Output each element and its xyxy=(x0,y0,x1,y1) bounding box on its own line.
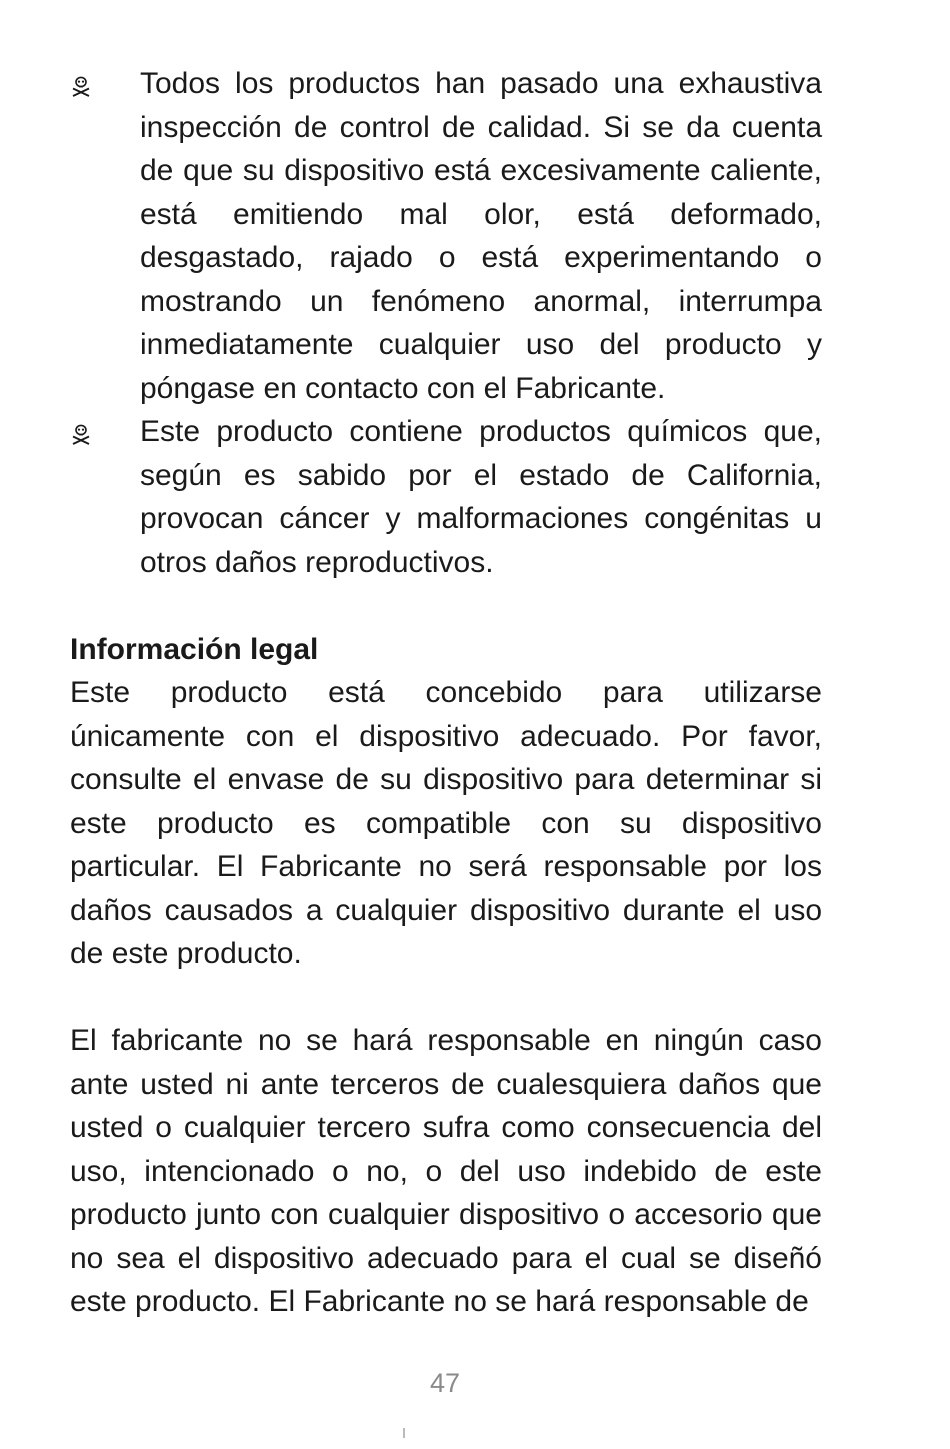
warning-text: Este producto contiene productos químicos que, según es sabido por el estado de California, provocan cáncer y malformaciones congénitas u otros daños reproductivos. xyxy=(140,415,822,579)
print-mark xyxy=(403,1428,405,1438)
warning-item xyxy=(70,62,822,410)
legal-paragraph: Este producto está concebido para utilizarse únicamente con el dispositivo adecuado. Por favor, consulte el envase de su dispositivo para determinar si este producto es compatible con su dispositivo particular. El Fabricante no será responsable por los daños causados a cualquier dispositivo durante el uso de este producto. xyxy=(70,676,822,970)
skull-crossbones-icon xyxy=(70,62,140,106)
section-title: Información legal xyxy=(70,632,319,666)
skull-crossbones-icon xyxy=(70,410,140,454)
page-number: 47 xyxy=(429,1368,461,1398)
page-content xyxy=(70,62,822,1324)
warning-text: Todos los productos han pasado una exhaustiva inspección de control de calidad. Si se da cuenta de que su dispositivo está excesivamente caliente, está emitiendo mal olor, está deformado, desgastado, rajado o está experimentando o mostrando un fenómeno anormal, interrumpa inmediatamente cualquier uso del producto y póngase en contacto con el Fabricante. xyxy=(140,67,822,405)
warning-item xyxy=(70,410,822,584)
warning-list xyxy=(70,62,822,584)
legal-paragraph: El fabricante no se hará responsable en ningún caso ante usted ni ante terceros de cualesquiera daños que usted o cualquier tercero sufra como consecuencia del uso, intencionado o no, o del uso indebido de este producto junto con cualquier dispositivo o accesorio que no sea el dispositivo adecuado para el cual se diseñó este producto. El Fabricante no se hará responsable de xyxy=(70,1024,822,1318)
